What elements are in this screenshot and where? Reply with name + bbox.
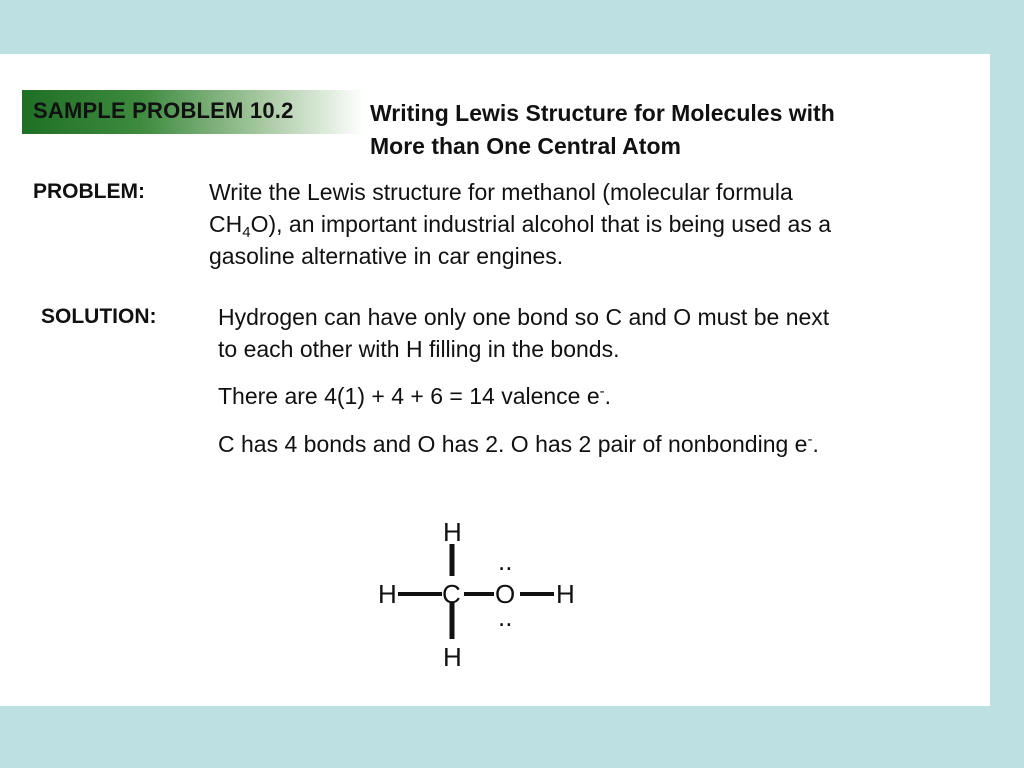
formula-subscript: 4 (242, 224, 251, 241)
bond-summary (218, 428, 819, 460)
formula-ch: CH (209, 211, 243, 237)
lone-pair-top: .. (498, 546, 513, 576)
valence-count (218, 380, 611, 412)
valence-text: There are 4(1) + 4 + 6 = 14 valence e (218, 383, 600, 409)
sample-problem-label: SAMPLE PROBLEM 10.2 (33, 98, 294, 123)
problem-label: PROBLEM: (33, 180, 145, 203)
lewis-structure (370, 514, 590, 674)
solution-label: SOLUTION: (41, 305, 157, 328)
bond-period: . (812, 431, 819, 457)
slide (0, 54, 990, 706)
solution-text (218, 301, 829, 365)
valence-superscript: - (599, 383, 605, 400)
bond-superscript: - (807, 431, 813, 448)
solution-line-2: to each other with H filling in the bonds. (218, 336, 620, 362)
title-line-2: More than One Central Atom (370, 133, 681, 159)
valence-period: . (604, 383, 612, 409)
atom-h-bottom: H (443, 642, 462, 672)
problem-line-3: gasoline alternative in car engines. (209, 243, 564, 269)
solution-line-1: Hydrogen can have only one bond so C and O must be next (218, 304, 830, 330)
title-line-1: Writing Lewis Structure for Molecules with (370, 100, 835, 126)
slide-title (370, 97, 835, 163)
bond-text: C has 4 bonds and O has 2. O has 2 pair of nonbonding e (218, 431, 808, 457)
atom-oxygen: O (495, 579, 516, 609)
atom-carbon: C (442, 579, 461, 609)
problem-text (209, 176, 831, 272)
lewis-structure-diagram (370, 514, 590, 674)
atom-h-top: H (443, 517, 462, 547)
problem-line-1: Write the Lewis structure for methanol (molecular formula (209, 179, 793, 205)
problem-line-2-rest: O), an important industrial alcohol that is being used as a (250, 211, 832, 237)
atom-h-right: H (556, 579, 575, 609)
atom-h-left: H (378, 579, 397, 609)
lone-pair-bottom: .. (498, 602, 513, 632)
problem-line-2 (209, 208, 831, 240)
